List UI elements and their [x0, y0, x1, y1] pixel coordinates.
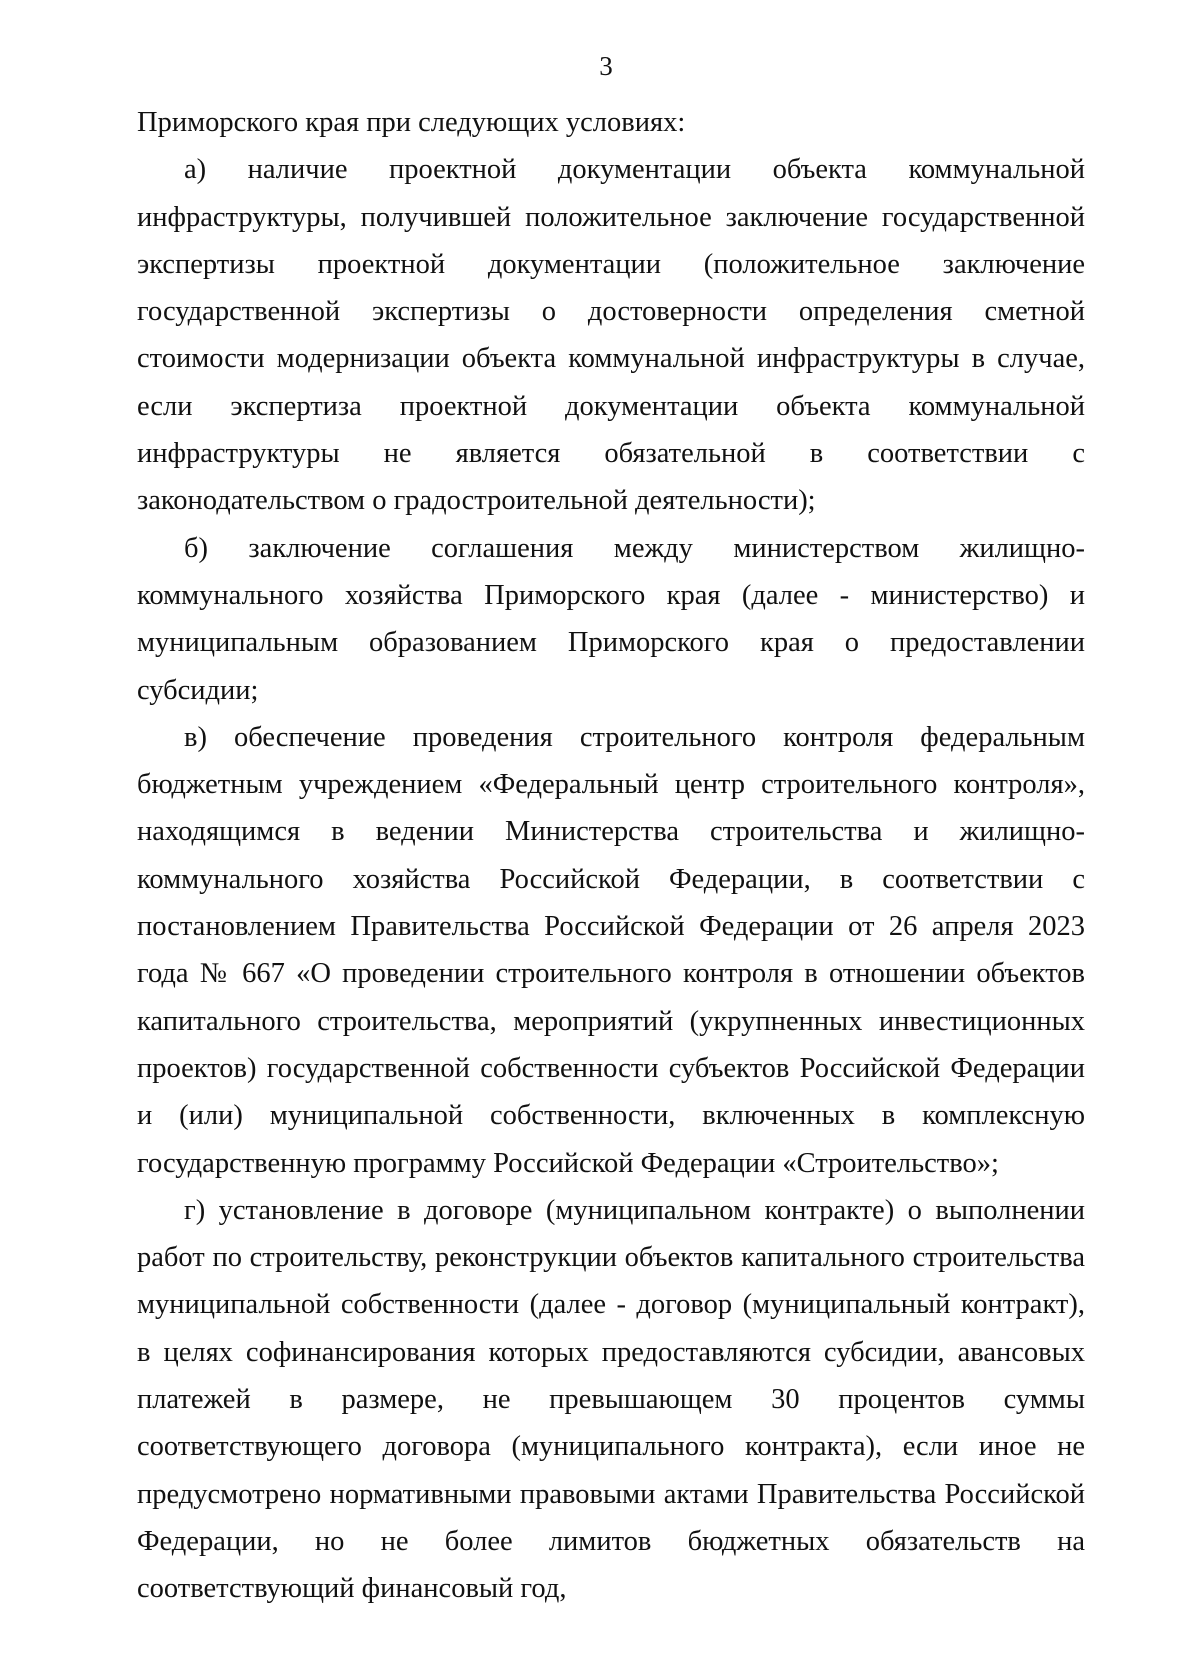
page-number: 3 — [599, 51, 613, 81]
paragraph-item-b: б) заключение соглашения между министерством жилищно-коммунального хозяйства Приморского края (далее - министерство) и муниципальным образованием Приморского края о предоставлении субсидии; — [137, 532, 1085, 706]
document-body — [137, 99, 1085, 1613]
paragraph-item-a: а) наличие проектной документации объекта коммунальной инфраструктуры, получившей положительное заключение государственной экспертизы проектной документации (положительное заключение государственной экспертизы о достоверности определения сметной стоимости модернизации объекта коммунальной инфраструктуры в случае, если экспертиза проектной документации объекта коммунальной инфраструктуры не является обязательной в соответствии с законодательством о градостроительной деятельности); — [137, 154, 1085, 517]
paragraph-item-g: г) установление в договоре (муниципальном контракте) о выполнении работ по строительству, реконструкции объектов капитального строительства муниципальной собственности (далее - договор (муниципальный контракт), в целях софинансирования которых предоставляются субсидии, авансовых платежей в размере, не превышающем 30 процентов суммы соответствующего договора (муниципального контракта), если иное не предусмотрено нормативными правовыми актами Правительства Российской Федерации, но не более лимитов бюджетных обязательств на соответствующий финансовый год, — [137, 1194, 1085, 1605]
paragraph-item-v: в) обеспечение проведения строительного контроля федеральным бюджетным учреждением «Федеральный центр строительного контроля», находящимся в ведении Министерства строительства и жилищно-коммунального хозяйства Российской Федерации, в соответствии с постановлением Правительства Российской Федерации от 26 апреля 2023 года № 667 «О проведении строительного контроля в отношении объектов капитального строительства, мероприятий (укрупненных инвестиционных проектов) государственной собственности субъектов Российской Федерации и (или) муниципальной собственности, включенных в комплексную государственную программу Российской Федерации «Строительство»; — [137, 721, 1085, 1179]
paragraph-intro: Приморского края при следующих условиях: — [137, 107, 686, 138]
